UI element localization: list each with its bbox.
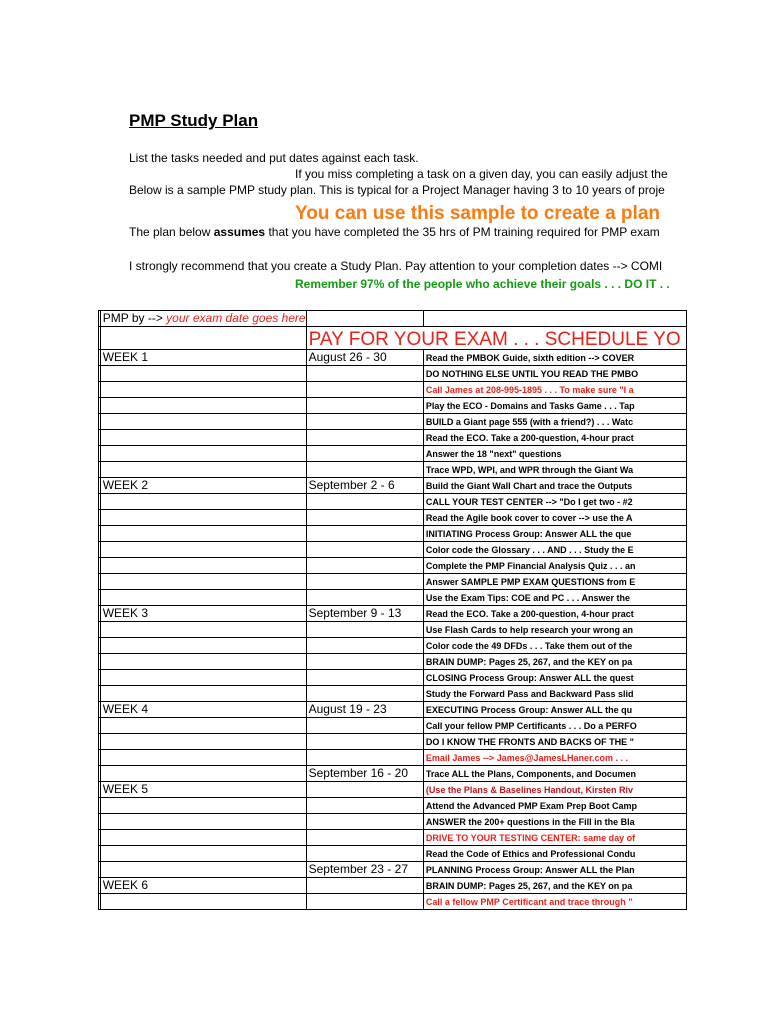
cell-empty (306, 311, 423, 327)
task-cell: BRAIN DUMP: Pages 25, 267, and the KEY on pa (423, 654, 686, 670)
week-cell: WEEK 1 (100, 350, 306, 366)
task-row (99, 414, 687, 430)
task-cell: (Use the Plans & Baselines Handout, Kirsten Riv (423, 782, 686, 798)
week-cell (100, 494, 306, 510)
task-row (99, 846, 687, 862)
date-cell: September 2 - 6 (306, 478, 423, 494)
week-cell (100, 894, 306, 910)
date-cell (306, 750, 423, 766)
date-cell (306, 398, 423, 414)
exam-by-label: PMP by --> (102, 311, 167, 325)
date-cell: September 9 - 13 (306, 606, 423, 622)
task-row (99, 542, 687, 558)
task-row (99, 798, 687, 814)
date-cell (306, 574, 423, 590)
task-row (99, 750, 687, 766)
week-cell (100, 862, 306, 878)
intro-line-2: If you miss completing a task on a given day, you can easily adjust the (295, 167, 668, 181)
task-cell: Email James --> James@JamesLHaner.com . . . (423, 750, 686, 766)
task-cell: INITIATING Process Group: Answer ALL the que (423, 526, 686, 542)
week-cell (100, 574, 306, 590)
headline: You can use this sample to create a plan (295, 203, 660, 224)
pay-banner: PAY FOR YOUR EXAM . . . SCHEDULE YO (308, 329, 681, 350)
study-plan-table (98, 310, 687, 910)
task-cell: Read the ECO. Take a 200-question, 4-hour pract (423, 430, 686, 446)
date-cell (306, 622, 423, 638)
task-cell: EXECUTING Process Group: Answer ALL the qu (423, 702, 686, 718)
task-cell: Call your fellow PMP Certificants . . . Do a PERFO (423, 718, 686, 734)
week-cell (100, 718, 306, 734)
week-cell (100, 558, 306, 574)
date-cell: August 26 - 30 (306, 350, 423, 366)
date-cell (306, 414, 423, 430)
week-cell (100, 766, 306, 782)
week-cell (100, 414, 306, 430)
task-cell: BRAIN DUMP: Pages 25, 267, and the KEY on pa (423, 878, 686, 894)
week-cell (100, 366, 306, 382)
task-row (99, 638, 687, 654)
task-row (99, 622, 687, 638)
week-cell (100, 462, 306, 478)
task-row (99, 734, 687, 750)
date-cell (306, 446, 423, 462)
task-cell: Color code the 49 DFDs . . . Take them out of the (423, 638, 686, 654)
task-row (99, 606, 687, 622)
exam-date-header (100, 311, 306, 327)
task-cell: CALL YOUR TEST CENTER --> "Do I get two - #2 (423, 494, 686, 510)
task-row (99, 350, 687, 366)
cell-empty (100, 327, 306, 350)
date-cell (306, 510, 423, 526)
task-row (99, 590, 687, 606)
week-cell (100, 798, 306, 814)
task-cell: Answer SAMPLE PMP EXAM QUESTIONS from E (423, 574, 686, 590)
task-row (99, 654, 687, 670)
task-cell: Complete the PMP Financial Analysis Quiz . . . an (423, 558, 686, 574)
task-row (99, 398, 687, 414)
week-cell (100, 446, 306, 462)
task-row (99, 494, 687, 510)
week-cell (100, 734, 306, 750)
week-cell (100, 654, 306, 670)
date-cell (306, 734, 423, 750)
task-cell: Color code the Glossary . . . AND . . . Study the E (423, 542, 686, 558)
task-cell: Use Flash Cards to help research your wrong an (423, 622, 686, 638)
task-row (99, 894, 687, 910)
week-cell: WEEK 5 (100, 782, 306, 798)
task-row (99, 878, 687, 894)
task-cell: Study the Forward Pass and Backward Pass slid (423, 686, 686, 702)
task-row (99, 446, 687, 462)
task-row (99, 558, 687, 574)
task-row (99, 718, 687, 734)
week-cell: WEEK 3 (100, 606, 306, 622)
task-row (99, 830, 687, 846)
week-cell (100, 526, 306, 542)
task-cell: Call James at 208-995-1895 . . . To make sure "I a (423, 382, 686, 398)
task-row (99, 862, 687, 878)
week-cell (100, 830, 306, 846)
assumes-line (129, 225, 660, 239)
date-cell (306, 894, 423, 910)
date-cell (306, 718, 423, 734)
date-cell: August 19 - 23 (306, 702, 423, 718)
task-cell: BUILD a Giant page 555 (with a friend?) . . . Watc (423, 414, 686, 430)
task-cell: Read the Agile book cover to cover --> use the A (423, 510, 686, 526)
date-cell (306, 462, 423, 478)
task-row (99, 670, 687, 686)
date-cell (306, 638, 423, 654)
task-cell: Read the Code of Ethics and Professional Condu (423, 846, 686, 862)
banner-cell (306, 327, 686, 350)
date-cell (306, 558, 423, 574)
assumes-bold: assumes (213, 225, 266, 239)
week-cell (100, 382, 306, 398)
header-row (99, 311, 687, 327)
date-cell (306, 382, 423, 398)
week-cell (100, 638, 306, 654)
task-row (99, 462, 687, 478)
date-cell: September 16 - 20 (306, 766, 423, 782)
task-row (99, 366, 687, 382)
task-row (99, 814, 687, 830)
task-row (99, 430, 687, 446)
week-cell (100, 590, 306, 606)
assumes-before: The plan below (129, 225, 214, 239)
week-cell (100, 846, 306, 862)
week-cell (100, 750, 306, 766)
date-cell (306, 526, 423, 542)
date-cell (306, 846, 423, 862)
task-row (99, 478, 687, 494)
cell-empty (423, 311, 686, 327)
week-cell: WEEK 2 (100, 478, 306, 494)
intro-line-3: Below is a sample PMP study plan. This is typical for a Project Manager having 3 to 10 years of proje (129, 183, 665, 197)
date-cell (306, 670, 423, 686)
week-cell (100, 510, 306, 526)
week-cell (100, 542, 306, 558)
intro-line-1: List the tasks needed and put dates against each task. (129, 151, 419, 165)
date-cell (306, 798, 423, 814)
assumes-after: that you have completed the 35 hrs of PM training required for PMP exam (265, 225, 660, 239)
task-row (99, 766, 687, 782)
task-row (99, 782, 687, 798)
date-cell (306, 542, 423, 558)
task-cell: DO NOTHING ELSE UNTIL YOU READ THE PMBO (423, 366, 686, 382)
recommend-line: I strongly recommend that you create a Study Plan. Pay attention to your completion dates --> COMI (129, 259, 663, 273)
week-cell (100, 686, 306, 702)
task-cell: DRIVE TO YOUR TESTING CENTER: same day of (423, 830, 686, 846)
date-cell (306, 814, 423, 830)
week-cell: WEEK 6 (100, 878, 306, 894)
date-cell (306, 366, 423, 382)
date-cell (306, 830, 423, 846)
date-cell (306, 590, 423, 606)
task-cell: Use the Exam Tips: COE and PC . . . Answer the (423, 590, 686, 606)
date-cell (306, 654, 423, 670)
week-cell (100, 670, 306, 686)
task-cell: Attend the Advanced PMP Exam Prep Boot Camp (423, 798, 686, 814)
exam-date-placeholder: your exam date goes here (166, 311, 306, 325)
task-cell: CLOSING Process Group: Answer ALL the quest (423, 670, 686, 686)
task-row (99, 526, 687, 542)
task-row (99, 686, 687, 702)
week-cell (100, 814, 306, 830)
task-cell: ANSWER the 200+ questions in the Fill in the Bla (423, 814, 686, 830)
date-cell (306, 782, 423, 798)
week-cell (100, 430, 306, 446)
task-cell: PLANNING Process Group: Answer ALL the Plan (423, 862, 686, 878)
task-cell: Play the ECO - Domains and Tasks Game . . . Tap (423, 398, 686, 414)
banner-row (99, 327, 687, 350)
task-cell: Trace WPD, WPI, and WPR through the Giant Wa (423, 462, 686, 478)
date-cell: September 23 - 27 (306, 862, 423, 878)
task-cell: DO I KNOW THE FRONTS AND BACKS OF THE " (423, 734, 686, 750)
task-cell: Trace ALL the Plans, Components, and Documen (423, 766, 686, 782)
date-cell (306, 686, 423, 702)
task-row (99, 382, 687, 398)
date-cell (306, 878, 423, 894)
task-row (99, 702, 687, 718)
task-row (99, 574, 687, 590)
task-cell: Read the ECO. Take a 200-question, 4-hour pract (423, 606, 686, 622)
task-cell: Call a fellow PMP Certificant and trace through " (423, 894, 686, 910)
page-title: PMP Study Plan (129, 111, 259, 130)
date-cell (306, 430, 423, 446)
week-cell (100, 622, 306, 638)
remember-line: Remember 97% of the people who achieve their goals . . . DO IT . . (295, 277, 670, 291)
task-cell: Answer the 18 "next" questions (423, 446, 686, 462)
date-cell (306, 494, 423, 510)
task-cell: Build the Giant Wall Chart and trace the Outputs (423, 478, 686, 494)
week-cell: WEEK 4 (100, 702, 306, 718)
task-row (99, 510, 687, 526)
task-cell: Read the PMBOK Guide, sixth edition --> COVER (423, 350, 686, 366)
week-cell (100, 398, 306, 414)
